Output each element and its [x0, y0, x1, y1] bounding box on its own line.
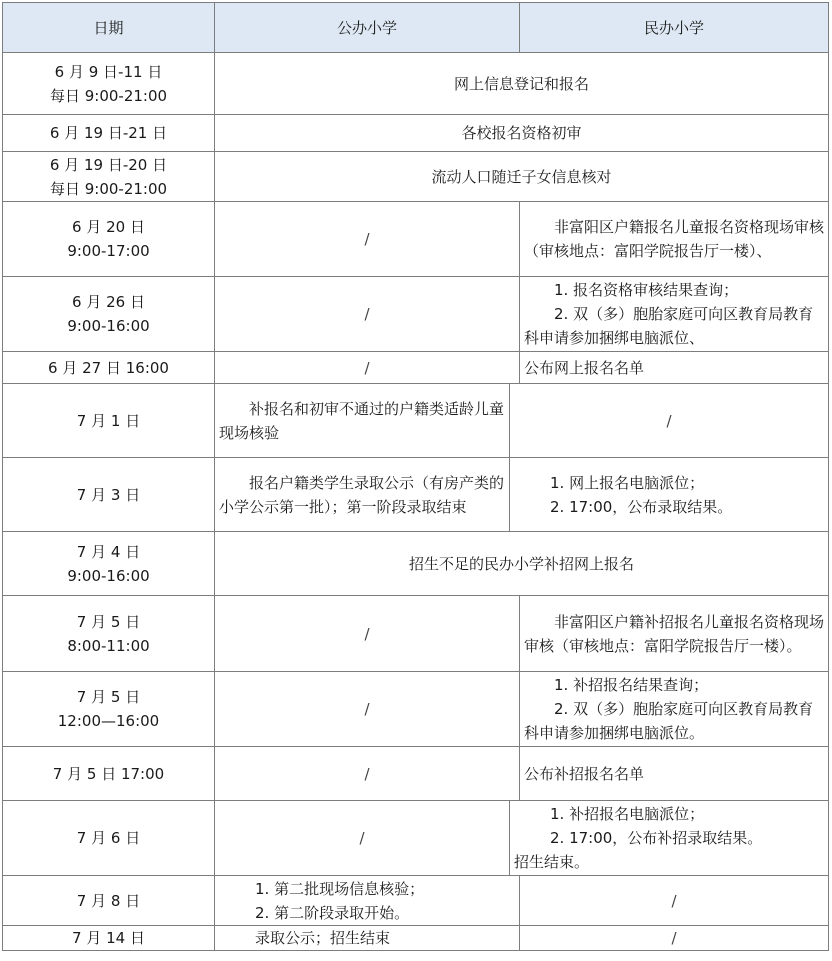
date-cell — [3, 747, 215, 801]
date-cell — [3, 202, 215, 277]
private-line: 2. 17:00，公布补招录取结果。 — [550, 829, 763, 847]
date-line: 6 月 19 日-21 日 — [49, 124, 168, 142]
date-cell — [3, 596, 215, 672]
table-row — [3, 801, 829, 876]
private-cell: / — [520, 926, 829, 951]
table-row — [3, 53, 829, 115]
public-cell: / — [215, 202, 520, 277]
table-row — [3, 202, 829, 277]
date-line: 6 月 20 日 — [72, 218, 145, 236]
date-cell — [3, 384, 215, 458]
private-cell — [510, 801, 829, 876]
merged-cell: 招生不足的民办小学补招网上报名 — [215, 532, 829, 596]
date-line: 12:00—16:00 — [57, 712, 160, 730]
date-line: 7 月 5 日 17:00 — [52, 764, 165, 783]
private-line: 2. 17:00，公布录取结果。 — [550, 497, 733, 516]
date-line: 7 月 3 日 — [76, 485, 141, 504]
date-line: 7 月 6 日 — [76, 829, 141, 847]
private-cell: 非富阳区户籍报名儿童报名资格现场审核（审核地点：富阳学院报告厅一楼）、 — [520, 202, 829, 277]
public-cell: 补报名和初审不通过的户籍类适龄儿童现场核验 — [215, 384, 510, 458]
private-line: 1. 补招报名结果查询； — [554, 676, 709, 694]
table-row — [3, 876, 829, 926]
table-row — [3, 458, 829, 532]
table-row — [3, 115, 829, 152]
table-row — [3, 672, 829, 747]
table-row — [3, 596, 829, 672]
table-row — [3, 152, 829, 202]
private-line: 1. 补招报名电脑派位； — [550, 805, 705, 823]
date-line: 7 月 4 日 — [76, 542, 141, 561]
table-row — [3, 926, 829, 951]
date-line: 每日 9:00-21:00 — [49, 86, 168, 105]
public-cell: / — [215, 277, 520, 352]
private-line: 1. 网上报名电脑派位； — [550, 473, 705, 492]
date-cell — [3, 876, 215, 926]
public-cell: 报名户籍类学生录取公示（有房产类的小学公示第一批）；第一阶段录取结束 — [215, 458, 510, 532]
table-row — [3, 747, 829, 801]
date-line: 7 月 14 日 — [72, 929, 145, 947]
private-cell: 公布补招报名名单 — [520, 747, 829, 801]
merged-cell: 网上信息登记和报名 — [215, 53, 829, 115]
date-cell — [3, 801, 215, 876]
merged-cell: 流动人口随迁子女信息核对 — [215, 152, 829, 202]
private-line: 2. 双（多）胞胎家庭可向区教育局教育科申请参加捆绑电脑派位。 — [524, 700, 814, 742]
date-line: 7 月 5 日 — [76, 688, 141, 706]
date-line: 9:00-16:00 — [67, 317, 150, 335]
date-line: 6 月 27 日 16:00 — [48, 358, 169, 377]
table-row — [3, 384, 829, 458]
date-cell — [3, 926, 215, 951]
public-cell: / — [215, 672, 520, 747]
public-cell: / — [215, 747, 520, 801]
date-cell — [3, 532, 215, 596]
private-line: 招生结束。 — [514, 853, 590, 871]
public-line: 1. 第二批现场信息核验； — [255, 879, 425, 898]
date-line: 9:00-17:00 — [67, 242, 150, 260]
private-cell: / — [520, 876, 829, 926]
date-cell — [3, 53, 215, 115]
date-line: 6 月 19 日-20 日 — [49, 155, 168, 174]
header-date: 日期 — [3, 3, 215, 53]
table-row — [3, 277, 829, 352]
private-cell — [520, 672, 829, 747]
header-row — [3, 3, 829, 53]
date-cell — [3, 152, 215, 202]
header-private: 民办小学 — [520, 3, 829, 53]
date-line: 9:00-16:00 — [67, 566, 150, 585]
date-line: 7 月 8 日 — [76, 891, 141, 910]
private-line: 1. 报名资格审核结果查询； — [554, 281, 739, 299]
private-cell: 公布网上报名名单 — [520, 352, 829, 384]
date-cell — [3, 352, 215, 384]
public-cell: / — [215, 801, 510, 876]
date-line: 7 月 5 日 — [76, 612, 141, 631]
public-cell: / — [215, 352, 520, 384]
date-cell — [3, 458, 215, 532]
public-cell: 录取公示；招生结束 — [215, 926, 520, 951]
date-line: 每日 9:00-21:00 — [49, 179, 168, 198]
public-line: 2. 第二阶段录取开始。 — [255, 903, 410, 922]
private-cell — [510, 458, 829, 532]
enrollment-schedule-table — [2, 2, 829, 951]
table-row — [3, 352, 829, 384]
date-line: 8:00-11:00 — [67, 636, 150, 655]
date-cell — [3, 672, 215, 747]
private-cell — [520, 277, 829, 352]
private-cell: / — [510, 384, 829, 458]
date-line: 6 月 9 日-11 日 — [54, 62, 163, 81]
merged-cell: 各校报名资格初审 — [215, 115, 829, 152]
public-cell: / — [215, 596, 520, 672]
date-cell — [3, 115, 215, 152]
table-row — [3, 532, 829, 596]
date-cell — [3, 277, 215, 352]
private-line: 2. 双（多）胞胎家庭可向区教育局教育科申请参加捆绑电脑派位、 — [524, 305, 814, 347]
private-cell: 非富阳区户籍补招报名儿童报名资格现场审核（审核地点：富阳学院报告厅一楼）。 — [520, 596, 829, 672]
header-public: 公办小学 — [215, 3, 520, 53]
date-line: 7 月 1 日 — [76, 411, 141, 430]
public-cell — [215, 876, 520, 926]
date-line: 6 月 26 日 — [72, 293, 145, 311]
